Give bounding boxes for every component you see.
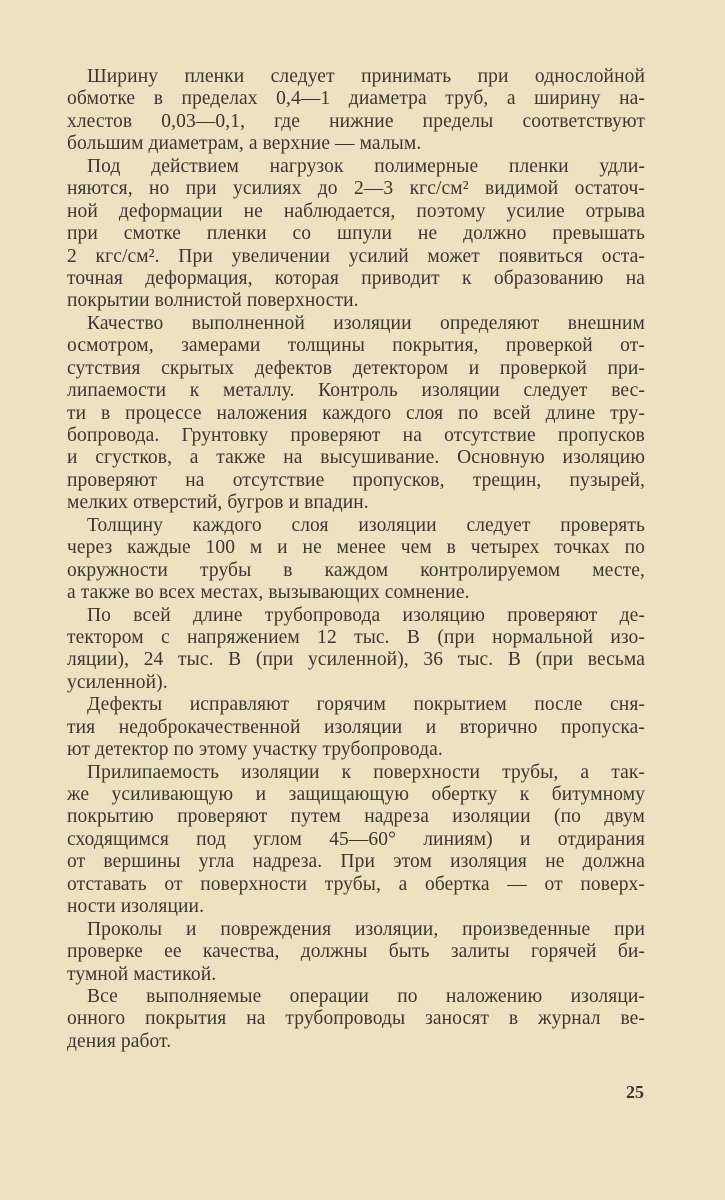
text-line: хлестов 0,03—0,1, где нижние пределы соответствуют [67,110,645,132]
text-line: от вершины угла надреза. При этом изоляция не должна [67,851,645,873]
text-line: бопровода. Грунтовку проверяют на отсутствие пропусков [67,425,645,446]
paragraph [67,515,645,605]
text-line: тектором с напряжением 12 тыс. В (при нормальной изо- [67,626,645,648]
text-line: и сгустков, а также на высушивание. Основную изоляцию [67,447,645,469]
text-line: большим диаметрам, а верхние — малым. [67,133,422,155]
text-line: Толщину каждого слоя изоляции следует проверять [87,514,645,536]
text-line: онного покрытия на трубопроводы заносят в журнал ве- [67,1008,645,1030]
text-line: же усиливающую и защищающую обертку к битумному [67,784,645,805]
text-line: мелких отверстий, бугров и впадин. [67,492,369,514]
paragraph [67,66,645,156]
text-line: при смотке пленки со шпули не должно превышать [67,223,645,245]
text-line: тумной мастикой. [67,963,217,985]
text-line: отставать от поверхности трубы, а обертка — от поверх- [67,873,645,895]
text-line: ют детектор по этому участку трубопровода. [67,739,443,761]
text-line: покрытии волнистой поверхности. [67,290,359,312]
paragraph [67,694,645,761]
text-line: няются, но при усилиях до 2—3 кгс/см² видимой остаточ- [67,178,645,200]
paragraph [67,762,645,919]
text-line: осмотром, замерами толщины покрытия, проверкой от- [67,335,645,357]
paragraph [67,605,645,695]
text-line: Все выполняемые операции по наложению изоляци- [87,985,645,1007]
text-line: а также во всех местах, вызывающих сомнение. [67,582,470,604]
text-line: усиленной). [67,671,168,693]
paragraph [67,313,645,515]
paragraph [67,919,645,986]
text-line: Прилипаемость изоляции к поверхности трубы, а так- [87,761,645,783]
text-line: Под действием нагрузок полимерные пленки удли- [87,155,645,177]
text-line: Ширину пленки следует принимать при однослойной [87,66,645,87]
text-line: сутствия скрытых дефектов детектором и проверкой при- [67,357,645,379]
text-line: проверяют на отсутствие пропусков, трещин, пузырей, [67,469,645,491]
text-line: По всей длине трубопровода изоляцию проверяют де- [87,604,645,626]
text-line: дения работ. [67,1030,172,1052]
paragraph [67,156,645,313]
text-line: окружности трубы в каждом контролируемом месте, [67,559,645,581]
text-line: обмотке в пределах 0,4—1 диаметра труб, а ширину на- [67,88,645,110]
text-line: ной деформации не наблюдается, поэтому усилие отрыва [67,200,645,222]
text-line: проверке ее качества, должны быть залиты горячей би- [67,941,645,963]
text-line: точная деформация, которая приводит к образованию на [67,267,645,289]
text-line: через каждые 100 м и не менее чем в четырех точках по [67,537,645,559]
text-line: 2 кгс/см². При увеличении усилий может появиться оста- [67,245,645,267]
page-body [67,66,645,1053]
text-line: липаемости к металлу. Контроль изоляции следует вес- [67,380,645,402]
text-line: тия недоброкачественной изоляции и вторично пропуска- [67,716,645,738]
text-line: Дефекты исправляют горячим покрытием после сня- [87,694,645,716]
text-line: ности изоляции. [67,896,205,918]
text-line: сходящимся под углом 45—60° линиям) и отдирания [67,828,645,850]
text-line: покрытию проверяют путем надреза изоляции (по двум [67,806,645,828]
page-number: 25 [626,1082,644,1102]
text-line: ти в процессе наложения каждого слоя по всей длине тру- [67,402,645,424]
text-line: ляции), 24 тыс. В (при усиленной), 36 тыс. В (при весьма [67,649,645,671]
text-line: Качество выполненной изоляции определяют внешним [87,312,645,334]
text-line: Проколы и повреждения изоляции, произведенные при [87,918,645,940]
paragraph [67,986,645,1053]
